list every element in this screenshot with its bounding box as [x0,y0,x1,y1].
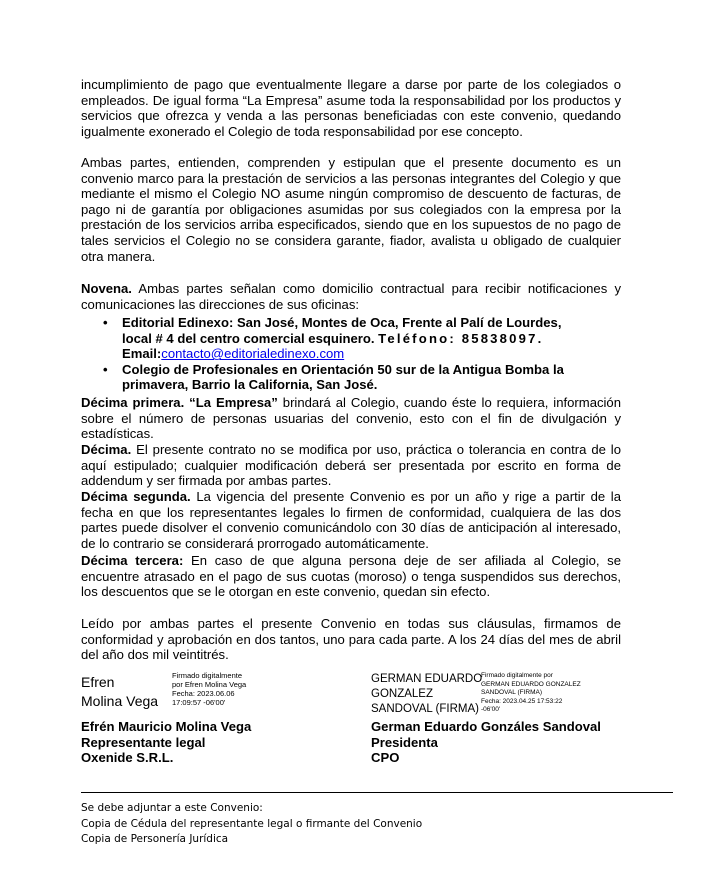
address-list [103,315,621,393]
footer-line2: Copia de Cédula del representante legal o firmante del Convenio [81,817,423,830]
footer-notes [81,801,422,848]
signer-left-role: Representante legal [81,734,206,750]
clause-decima-primera-text: brindará al Colegio, cuando éste lo requiera, información sobre el número de personas usuarias del convenio, esto con el fin de divulgación y estadísticas. [81,395,621,442]
paragraph-incumplimiento: incumplimiento de pago que eventualmente llegare a darse por parte de los colegiados o empleados. De igual forma “La Empresa” asume toda la responsabilidad por los productos y servicios que ofrezca y venda a las personas beneficiadas con este convenio, quedando igualmente exonerado el Colegio de toda responsabilidad por ese concepto. [81,77,621,139]
signature-right-stamp [481,672,581,715]
clause-decima-label: Décima. [81,442,132,457]
address-edinexo-local: local # 4 del centro comercial esquinero. [122,330,375,346]
stamp-line: Fecha: 2023.04.25 17:53:22 [481,697,563,705]
footer-line1: Se debe adjuntar a este Convenio: [81,802,263,814]
signer-left-name: Efrén Mauricio Molina Vega [81,719,252,734]
address-edinexo-email-row [122,346,621,362]
clause-decima-tercera-text: En caso de que alguna persona deje de ser afiliada al Colegio, se encuentre atrasado en el pago de sus cuotas (moroso) o tenga suspendidos sus derechos, los descuentos que se le otorgan en este convenio, quedan sin efecto. [81,553,621,600]
clause-novena-label: Novena. [81,281,132,296]
signature-left-name-line2: Molina Vega [81,693,159,709]
clause-decima-tercera-label: Décima tercera: [81,553,184,568]
clause-novena [81,281,621,312]
address-edinexo-line1: Editorial Edinexo: San José, Montes de Oca, Frente al Palí de Lourdes, [122,315,562,330]
clause-decima-text: El presente contrato no se modifica por uso, práctica o tolerancia en contra de lo aquí estipulado; cualquier modificación deberá ser presentada por escrito en forma de addendum y ser firmada por ambas partes. [81,442,621,489]
closing-paragraph: Leído por ambas partes el presente Convenio en todas sus cláusulas, firmamos de conformidad y aprobación en dos tantos, uno para cada parte. A los 24 días del mes de abril del año dos mil veintitrés. [81,616,621,663]
stamp-line: GERMAN EDUARDO GONZALEZ [481,680,581,688]
signer-left-block [81,719,251,766]
stamp-line: Firmado digitalmente [172,671,243,680]
footer-line3: Copia de Personería Jurídica [81,833,229,845]
footer-divider [81,792,673,793]
signer-right-role: Presidenta [371,734,438,750]
signature-left-name-line1: Efren [81,674,115,690]
paragraph-convenio-marco: Ambas partes, entienden, comprenden y estipulan que el presente documento es un convenio marco para la prestación de servicios a las personas integrantes del Colegio y que mediante el mismo el Colegio NO asume ningún compromiso de descuento de facturas, de pago ni de garantía por obligaciones asumidas por sus colegiados con la empresa por la prestación de los servicios arriba especificados, siendo que en los supuestos de no pago de tales servicios el Colegio no se considera garante, fiador, avalista u obligado de cualquier otra manera. [81,155,621,264]
clause-decima-primera-empresa: “La Empresa” [184,395,278,410]
address-colegio: Colegio de Profesionales en Orientación 50 sur de la Antigua Bomba la primavera, Barrio la California, San José. [122,361,564,393]
stamp-line: por Efren Molina Vega [172,680,247,689]
clause-decima-tercera [81,553,621,600]
signature-right-name-line2: GONZALEZ [371,688,433,700]
email-label: Email: [122,346,162,362]
bullet-icon: • [103,315,108,330]
clause-decima-segunda-text: La vigencia del presente Convenio es por un año y rige a partir de la fecha en que los representantes legales lo firmen de conformidad, cualquiera de las dos partes puede disolver el convenio comunicándolo con 30 días de anticipación al interesado, de lo contrario se considerará prorrogado automáticamente. [81,489,621,551]
stamp-line: -06'00' [481,706,501,713]
signature-right [371,672,482,717]
signature-left-stamp [172,671,246,707]
signer-right-org: CPO [371,750,400,766]
signer-right-name: German Eduardo Gonzáles Sandoval [371,719,601,734]
stamp-line: SANDOVAL (FIRMA) [481,689,543,696]
address-edinexo-line2 [122,331,621,347]
address-edinexo-phone: Teléfono: 85838097. [378,330,544,346]
signature-left [81,673,158,710]
signer-left-org: Oxenide S.R.L. [81,750,174,766]
signer-right-block [371,719,601,766]
clause-decima [81,442,621,489]
list-item [103,315,621,362]
clause-decima-primera-label: Décima primera. [81,395,185,410]
bullet-icon: • [103,361,108,377]
signature-right-name-line1: GERMAN EDUARDO [371,673,483,685]
email-link[interactable]: contacto@editorialedinexo.com [161,346,345,362]
signature-right-name-line3: SANDOVAL (FIRMA) [371,703,479,715]
clause-decima-segunda-label: Décima segunda. [81,489,191,504]
clause-decima-primera [81,395,621,442]
stamp-line: 17:09:57 -06'00' [172,698,226,707]
stamp-line: Firmado digitalmente por [481,672,553,679]
clause-novena-text: Ambas partes señalan como domicilio contractual para recibir notificaciones y comunicaciones las direcciones de sus oficinas: [81,281,621,312]
list-item [103,362,621,393]
stamp-line: Fecha: 2023.06.06 [172,689,235,698]
clause-decima-segunda [81,489,621,551]
